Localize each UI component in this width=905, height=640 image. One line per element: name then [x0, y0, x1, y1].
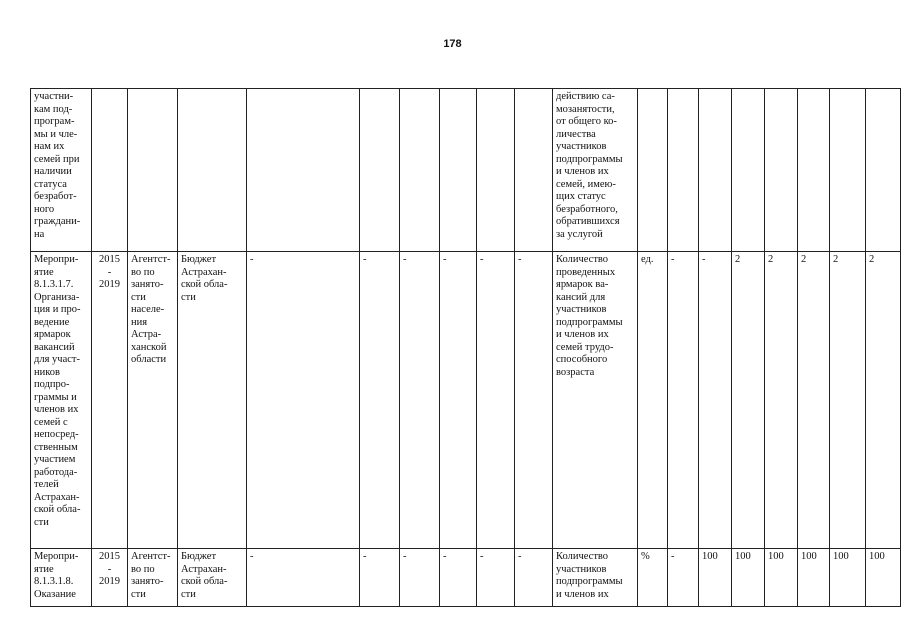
indicator-text: Количество проведенных ярмарок ва- кансий для участников подпрограммы и членов их семей трудо- способного возраста: [556, 254, 623, 378]
value-cell: 2: [830, 252, 866, 549]
funding-cell: [247, 89, 360, 252]
unit-cell: ед.: [638, 252, 668, 549]
source-cell: [178, 89, 247, 252]
value-cell: [765, 89, 798, 252]
value-cell: [798, 89, 830, 252]
funding-cell: -: [477, 549, 515, 607]
table-row: [31, 89, 901, 252]
source-cell: [178, 252, 247, 549]
value-cell: 2: [798, 252, 830, 549]
funding-cell: -: [477, 252, 515, 549]
indicator-text: действию са- мозанятости, от общего ко- личества участников подпрограммы и членов их семей, имею- щих статус безработного, обратившихся за услугой: [556, 91, 623, 240]
value-cell: 100: [732, 549, 765, 607]
unit-cell: [638, 89, 668, 252]
value-cell: 100: [830, 549, 866, 607]
indicator-cell: [553, 252, 638, 549]
value-cell: -: [668, 252, 699, 549]
value-cell: -: [699, 252, 732, 549]
value-cell: [732, 89, 765, 252]
value-cell: 100: [765, 549, 798, 607]
page-number: 178: [443, 38, 462, 50]
event-text: Меропри- ятие 8.1.3.1.8. Оказание: [34, 551, 79, 600]
source-cell: [178, 549, 247, 607]
value-cell: -: [668, 549, 699, 607]
funding-cell: [515, 89, 553, 252]
funding-cell: -: [515, 549, 553, 607]
event-cell: [31, 89, 92, 252]
table-row: [31, 252, 901, 549]
period-cell: [92, 549, 128, 607]
executor-cell: [128, 252, 178, 549]
indicator-cell: [553, 549, 638, 607]
funding-cell: -: [400, 549, 440, 607]
value-cell: 100: [866, 549, 901, 607]
funding-cell: -: [400, 252, 440, 549]
funding-cell: [440, 89, 477, 252]
source-text: Бюджет Астрахан- ской обла- сти: [181, 551, 228, 600]
funding-cell: [400, 89, 440, 252]
executor-cell: [128, 89, 178, 252]
event-text: участни- кам под- програм- мы и чле- нам их семей при наличии статуса безработ- ного граждани- на: [34, 91, 81, 240]
value-cell: [699, 89, 732, 252]
value-cell: 2: [732, 252, 765, 549]
period-cell: [92, 252, 128, 549]
value-cell: [668, 89, 699, 252]
value-cell: 2: [866, 252, 901, 549]
funding-cell: -: [360, 252, 400, 549]
indicator-cell: [553, 89, 638, 252]
funding-cell: -: [440, 252, 477, 549]
funding-cell: -: [515, 252, 553, 549]
executor-cell: [128, 549, 178, 607]
program-table: [30, 88, 901, 607]
value-cell: 100: [798, 549, 830, 607]
table-row: [31, 549, 901, 607]
period-cell: [92, 89, 128, 252]
event-cell: [31, 252, 92, 549]
event-text: Меропри- ятие 8.1.3.1.7. Организа- ция и про- ведение ярмарок вакансий для участ- ников подпро- граммы и членов их семей с непосред- ственным участием работода- телей Астрахан- ской обла- сти: [34, 254, 81, 528]
funding-cell: -: [360, 549, 400, 607]
value-cell: [830, 89, 866, 252]
source-text: Бюджет Астрахан- ской обла- сти: [181, 254, 228, 303]
value-cell: 100: [699, 549, 732, 607]
period-text: 2015 - 2019: [99, 254, 120, 290]
executor-text: Агентст- во по занято- сти: [131, 551, 171, 600]
value-cell: 2: [765, 252, 798, 549]
executor-text: Агентст- во по занято- сти населе- ния Астра- ханской области: [131, 254, 171, 365]
funding-cell: -: [247, 252, 360, 549]
value-cell: [866, 89, 901, 252]
period-text: 2015 - 2019: [99, 551, 120, 587]
event-cell: [31, 549, 92, 607]
funding-cell: -: [440, 549, 477, 607]
funding-cell: -: [247, 549, 360, 607]
indicator-text: Количество участников подпрограммы и членов их: [556, 551, 623, 600]
funding-cell: [360, 89, 400, 252]
funding-cell: [477, 89, 515, 252]
unit-cell: %: [638, 549, 668, 607]
